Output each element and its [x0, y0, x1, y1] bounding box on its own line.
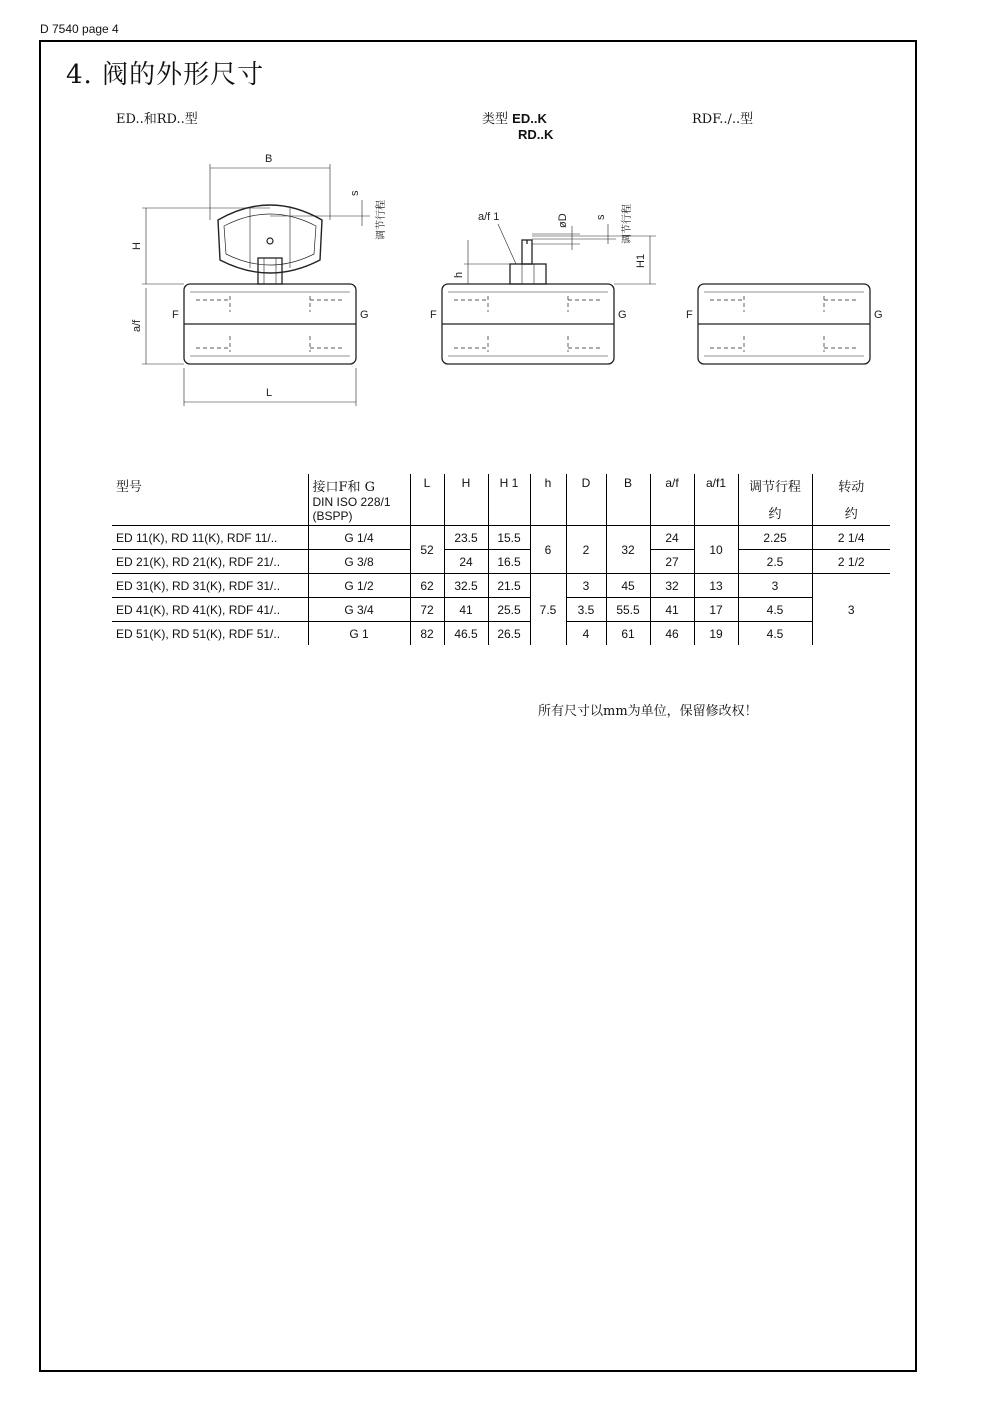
cell-stroke: 2.25 [738, 526, 812, 550]
cell-port: G 3/8 [308, 550, 410, 574]
cell-model: ED 21(K), RD 21(K), RDF 21/.. [112, 550, 308, 574]
label-stroke-left: 调节行程 [376, 200, 387, 240]
header-af1: a/f1 [694, 474, 738, 526]
header-stroke-line1: 调节行程 [748, 480, 801, 495]
header-af: a/f [650, 474, 694, 526]
subtitle-edk: ED..K [512, 111, 547, 126]
header-port-line2: DIN ISO 228/1 [312, 495, 391, 509]
label-s-left: s [349, 190, 361, 196]
cell-h-small: 6 [530, 526, 566, 574]
header-h: H [444, 474, 488, 526]
cell-stroke: 2.5 [738, 550, 812, 574]
cell-l: 72 [410, 598, 444, 622]
label-af: a/f [131, 319, 143, 332]
cell-model: ED 31(K), RD 31(K), RDF 31/.. [112, 574, 308, 598]
drawing-ed-rd [142, 164, 370, 406]
dimension-table [112, 474, 890, 645]
header-port-line3: (BSPP) [312, 509, 353, 523]
table-row [112, 574, 890, 598]
label-b: B [265, 153, 273, 165]
cell-port: G 1/2 [308, 574, 410, 598]
cell-af: 24 [650, 526, 694, 550]
drawing-rdf [698, 284, 870, 364]
subtitle-edk-rdk [482, 108, 553, 143]
cell-h: 32.5 [444, 574, 488, 598]
drawing-edk-rdk [442, 224, 656, 364]
table-row [112, 526, 890, 550]
cell-turns: 2 1/2 [812, 550, 890, 574]
cell-b: 55.5 [606, 598, 650, 622]
cell-l: 52 [410, 526, 444, 574]
label-phi-d: øD [557, 213, 569, 228]
cell-h: 23.5 [444, 526, 488, 550]
cell-d: 4 [566, 622, 606, 646]
cell-af1: 10 [694, 526, 738, 574]
label-s-middle: s [595, 214, 607, 220]
table-header-row [112, 474, 890, 526]
cell-port: G 1/4 [308, 526, 410, 550]
valve-dimension-drawing [100, 140, 900, 410]
label-g-right: G [874, 309, 883, 321]
header-h-small: h [530, 474, 566, 526]
cell-b: 32 [606, 526, 650, 574]
cell-stroke: 4.5 [738, 598, 812, 622]
cell-h1: 25.5 [488, 598, 530, 622]
subtitle-ed-rd: ED..和RD..型 [116, 112, 198, 127]
cell-h: 46.5 [444, 622, 488, 646]
header-port-line1: 接口F和 G [312, 480, 376, 495]
cell-l: 82 [410, 622, 444, 646]
cell-model: ED 41(K), RD 41(K), RDF 41/.. [112, 598, 308, 622]
cell-af: 41 [650, 598, 694, 622]
cell-b: 45 [606, 574, 650, 598]
header-turns [812, 474, 890, 526]
cell-af: 46 [650, 622, 694, 646]
cell-d: 3.5 [566, 598, 606, 622]
header-turns-line1: 转动 [838, 480, 865, 495]
header-stroke-line2: 约 [768, 507, 782, 522]
cell-h1: 21.5 [488, 574, 530, 598]
cell-h-small: 7.5 [530, 574, 566, 646]
subtitle-rdk: RD..K [518, 127, 554, 142]
cell-af: 32 [650, 574, 694, 598]
label-f-middle: F [430, 309, 437, 321]
label-h1: H1 [635, 253, 647, 268]
cell-b: 61 [606, 622, 650, 646]
header-stroke [738, 474, 812, 526]
header-h1: H 1 [488, 474, 530, 526]
label-h-small: h [453, 271, 465, 278]
cell-d: 2 [566, 526, 606, 574]
cell-af1: 19 [694, 622, 738, 646]
header-b: B [606, 474, 650, 526]
header-model: 型号 [116, 480, 143, 495]
label-f-right: F [686, 309, 693, 321]
table-row [112, 550, 890, 574]
cell-d: 3 [566, 574, 606, 598]
label-f-left: F [172, 309, 179, 321]
cell-af1: 13 [694, 574, 738, 598]
cell-model: ED 51(K), RD 51(K), RDF 51/.. [112, 622, 308, 646]
label-l: L [266, 387, 273, 399]
subtitle-type-prefix: 类型 [482, 112, 509, 127]
cell-port: G 3/4 [308, 598, 410, 622]
label-g-middle: G [618, 309, 627, 321]
footnote: 所有尺寸以mm为单位，保留修改权！ [538, 704, 758, 719]
subtitle-rdf: RDF../..型 [692, 112, 754, 127]
header-d: D [566, 474, 606, 526]
cell-turns: 2 1/4 [812, 526, 890, 550]
cell-af1: 17 [694, 598, 738, 622]
label-g-left: G [360, 309, 369, 321]
label-af1: a/f 1 [478, 211, 500, 223]
label-h: H [131, 242, 143, 250]
page-header: D 7540 page 4 [40, 22, 119, 36]
table-row [112, 622, 890, 646]
cell-stroke: 4.5 [738, 622, 812, 646]
label-stroke-middle: 调节行程 [622, 204, 633, 244]
cell-turns: 3 [812, 574, 890, 646]
cell-h1: 16.5 [488, 550, 530, 574]
cell-model: ED 11(K), RD 11(K), RDF 11/.. [112, 526, 308, 550]
header-port [308, 474, 410, 526]
table-row [112, 598, 890, 622]
header-turns-line2: 约 [844, 507, 858, 522]
cell-af: 27 [650, 550, 694, 574]
cell-stroke: 3 [738, 574, 812, 598]
section-title: 4. 阀的外形尺寸 [66, 60, 265, 90]
cell-h: 24 [444, 550, 488, 574]
cell-h1: 26.5 [488, 622, 530, 646]
cell-h1: 15.5 [488, 526, 530, 550]
cell-port: G 1 [308, 622, 410, 646]
header-l: L [410, 474, 444, 526]
cell-h: 41 [444, 598, 488, 622]
cell-l: 62 [410, 574, 444, 598]
